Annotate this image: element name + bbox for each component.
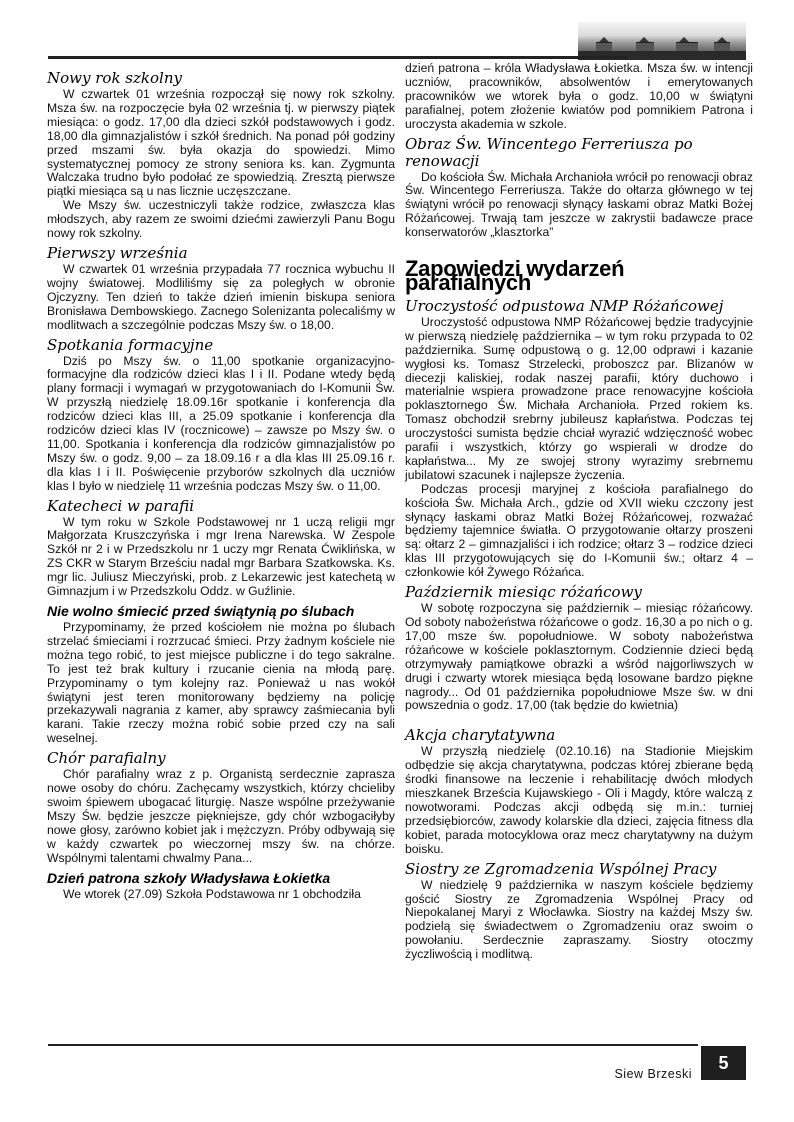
paragraph: W niedzielę 9 października w naszym kościele będziemy gościć Siostry ze Zgromadzenia Wspólnej Pracy od Niepokalanej Maryi z Włocławka. Siostry na każdej Mszy św. podzielą się świadectwem o Zgromadzeniu oraz swoim o powołaniu. Serdecznie zapraszamy. Siostry otoczmy życzliwością i modlitwą. [405, 877, 753, 962]
section-title-indulgence-feast: Uroczystość odpustowa NMP Różańcowej [405, 296, 724, 315]
section-title-first-september: Pierwszy września [47, 243, 188, 262]
paragraph: W sobotę rozpoczyna się październik – miesiąc różańcowy. Od soboty nabożeństwa różańcowe o godz. 16,30 a po nich o g. 17,00 msze św. popołudniowe. W soboty nabożeństwa różańcowe w kościele poklasztornym. Codziennie dzieci będą otrzymywały pamiątkowe obrazki a wśród najgorliwszych w drugi i czwarty wtorek miesiąca będą losowane bardzo piękne nagrody... Od 01 października popołudniowe Msze św. w dni powszednia o godz. 17,00 (tak będzie do kwietnia) [405, 601, 753, 713]
section-title-new-school-year: Nowy rok szkolny [47, 69, 182, 87]
paragraph: Dziś po Mszy św. o 11,00 spotkanie organizacyjno-formacyjne dla rodziców dzieci klas I i II. Podane wtedy będą plany formacji i wymagań w przygotowaniach do I-Komunii Św. W przyszłą niedzielę 18.09.16r spotkanie i konferencja dla rodziców dzieci klas III, a 25.09 spotkanie i konferencja dla rodziców dzieci klas IV (rocznicowe) – zawsze po Mszy św. o 11,00. Spotkania i konferencja dla rodziców gimnazjalistów po Mszy św. o godz. 9,00 – za 18.09.16 r a dla klas III 25.09.16 r. dla klas I i II. Poświęcenie przyborów szkolnych dla uczniów klas I było w niedzielę 11 września podczas Mszy św. o 11,00. [47, 353, 395, 493]
paragraph: W czwartek 01 września rozpoczął się nowy rok szkolny. Msza św. na rozpoczęcie była 02 września tj. w pierwszy piątek miesiąca: o godz. 17,00 dla dzieci szkół podstawowych i godz. 18,00 dla gimnazjalistów i szkół średnich. Na ponad pół godziny przed mszami św. była okazja do spowiedzi. Mimo systematycznej pomocy ze strony seniora ks. kan. Zygmunta Walczaka trudno było podołać ze spowiedzią. Zresztą pierwsze piątki miesiąca są u nas licznie uczęszczane. [47, 87, 395, 199]
paragraph: W czwartek 01 września przypadała 77 rocznica wybuchu II wojny światowej. Modliliśmy się za poległych w obronie Ojczyzny. Ten dzień to także dzień imienin biskupa seniora Bronisława Dembowskiego. Zacnego Solenizanta polecaliśmy w modlitwach a szczególnie podczas Mszy św. o 18,00. [47, 261, 395, 332]
paragraph: We Mszy św. uczestniczyli także rodzice, zwłaszcza klas młodszych, aby razem ze swoimi dziećmi zawierzyli Panu Bogu nowy rok szkolny. [47, 198, 395, 241]
header-rule [48, 56, 628, 59]
publication-name: Siew Brzeski [614, 1067, 692, 1081]
section-title-no-littering: Nie wolno śmiecić przed świątynią po ślubach [47, 603, 355, 619]
section-title-formation-meetings: Spotkania formacyjne [47, 335, 214, 354]
section-title-rosary-month: Październik miesiąc różańcowy [405, 583, 642, 602]
section-title-school-patron-day: Dzień patrona szkoły Władysława Łokietka [47, 869, 331, 886]
left-column [47, 66, 395, 901]
paragraph: Przypominamy, że przed kościołem nie można po ślubach strzelać śmieciami i rozrzucać śmieci. Przy żadnym kościele nie można tego robić, to jest miejsce publiczne i do tego sakralne. To jest też brak kultury i rzucanie cienia na młodą parę. Przypominamy o tym kolejny raz. Ponieważ u nas wokół świątyni jest teren monitorowany będziemy na policję przekazywali nagrania z kamer, aby sprawcy zaśmiecania byli karani. Takie rzeczy można robić sobie przed czy na sali weselnej. [47, 620, 395, 746]
section-title-parish-choir: Chór parafialny [47, 749, 166, 768]
paragraph: Do kościoła Św. Michała Archanioła wrócił po renowacji obraz Św. Wincentego Ferreriusza. Także do ołtarza głównego w tej świątyni wrócił po renowacji słynący łaskami obraz Matki Bożej Różańcowej. Trwają tam jeszcze w zakrystii badawcze prace konserwatorów „klasztorka” [405, 169, 753, 240]
section-title-painting-renovation: Obraz Św. Wincentego Ferreriusza po renowacji [405, 134, 693, 170]
page-number: 5 [701, 1046, 746, 1080]
section-title-sisters: Siostry ze Zgromadzenia Wspólnej Pracy [405, 859, 717, 878]
paragraph: We wtorek (27.09) Szkoła Podstawowa nr 1 obchodziła [63, 886, 361, 901]
paragraph-continued: dzień patrona – króla Władysława Łokietka. Msza św. w intencji uczniów, pracowników, absolwentów i emerytowanych pracowników we wtorek była o godz. 10,00 w świątyni parafialnej, potem złożenie kwiatów pod pomnikiem Patrona i uroczysta akademia w szkole. [405, 61, 753, 131]
right-column [405, 62, 753, 962]
section-title-charity-event: Akcja charytatywna [405, 726, 556, 745]
paragraph: Uroczystość odpustowa NMP Różańcowej będzie tradycyjnie w pierwszą niedzielę października – w tym roku przypada to 02 października. Sumę odpustową o g. 12,00 odprawi i kazanie wygłosi ks. Tomasz Strzelecki, proboszcz par. Blizanów w diecezji kaliskiej, rodak naszej parafii, który duchowo i materialnie wspiera prowadzone prace renowacyjne kościoła poklasztornego Św. Michała Archanioła. Przed rokiem ks. Tomasz obchodził srebrny jubileusz kapłaństwa. Podczas tej uroczystości sumista będzie chciał wyrazić wdzięczność wobec parafii i wszystkich, którzy go wspierali w drodze do kapłaństwa... My ze swojej strony wyrazimy srebrnemu jubilatowi szacunek i najlepsze życzenia. [405, 314, 753, 482]
paragraph: W przyszłą niedzielę (02.10.16) na Stadionie Miejskim odbędzie się akcja charytatywna, podczas której zbierane będą środki finansowe na leczenie i rehabilitację dwóch młodych mieszkanek Brześcia Kujawskiego - Oli i Magdy, które walczą z nowotworami. Podczas akcji odbędą się m.in.: turniej przedsiębiorców, zawody kolarskie dla dzieci, zajęcia fitness dla kobiet, parada motocyklowa oraz mecz charytatywny na dużym boisku. [405, 744, 753, 856]
header-photo [578, 22, 746, 60]
paragraph: Chór parafialny wraz z p. Organistą serdecznie zaprasza nowe osoby do chóru. Zachęcamy wszystkich, którzy chcieliby swoim śpiewem ubogacać liturgię. Nasze wspólne przeżywanie Mszy Św. będzie jeszcze piękniejsze, gdy chór wzbogaciłyby nowe głosy, zarówno kobiet jak i mężczyzn. Próby odbywają się w każdy czwartek po wieczornej mszy św. na chórze. Wspólnymi talentami chwalmy Pana... [47, 767, 395, 865]
paragraph: W tym roku w Szkole Podstawowej nr 1 uczą religii mgr Małgorzata Kruszczyńska i mgr Irena Narewska. W Zespole Szkół nr 2 i w Przedszkolu nr 1 uczy mgr Renata Ćwiklińska, w ZS CKR w Starym Brześciu nadal mgr Barbara Szatkowska. Ks. mgr lic. Juliusz Mieczyński, prob. z Lekarzewic jest katechetą w Gimnazjum i w Przedszkolu Oddz. w Guźlinie. [47, 514, 395, 599]
section-title-catechists: Katecheci w parafii [47, 496, 195, 515]
paragraph: Podczas procesji maryjnej z kościoła parafialnego do kościoła Św. Michała Arch., gdzie od XVII wieku czczony jest słynący łaskami obraz Matki Bożej Różańcowej, rozważać będziemy tajemnice światła. O przygotowanie ołtarzy proszeni są: ołtarz 2 – gimnazjaliści i ich rodzice; ołtarz 3 – rodzice dzieci klas III przygotowujących się do I-Komunii św.; ołtarz 4 – członkowie kół Żywego Różańca. [405, 481, 753, 580]
announcements-heading: Zapowiedzi wydarzeń parafialnych [405, 256, 625, 295]
footer-rule [48, 1044, 698, 1046]
